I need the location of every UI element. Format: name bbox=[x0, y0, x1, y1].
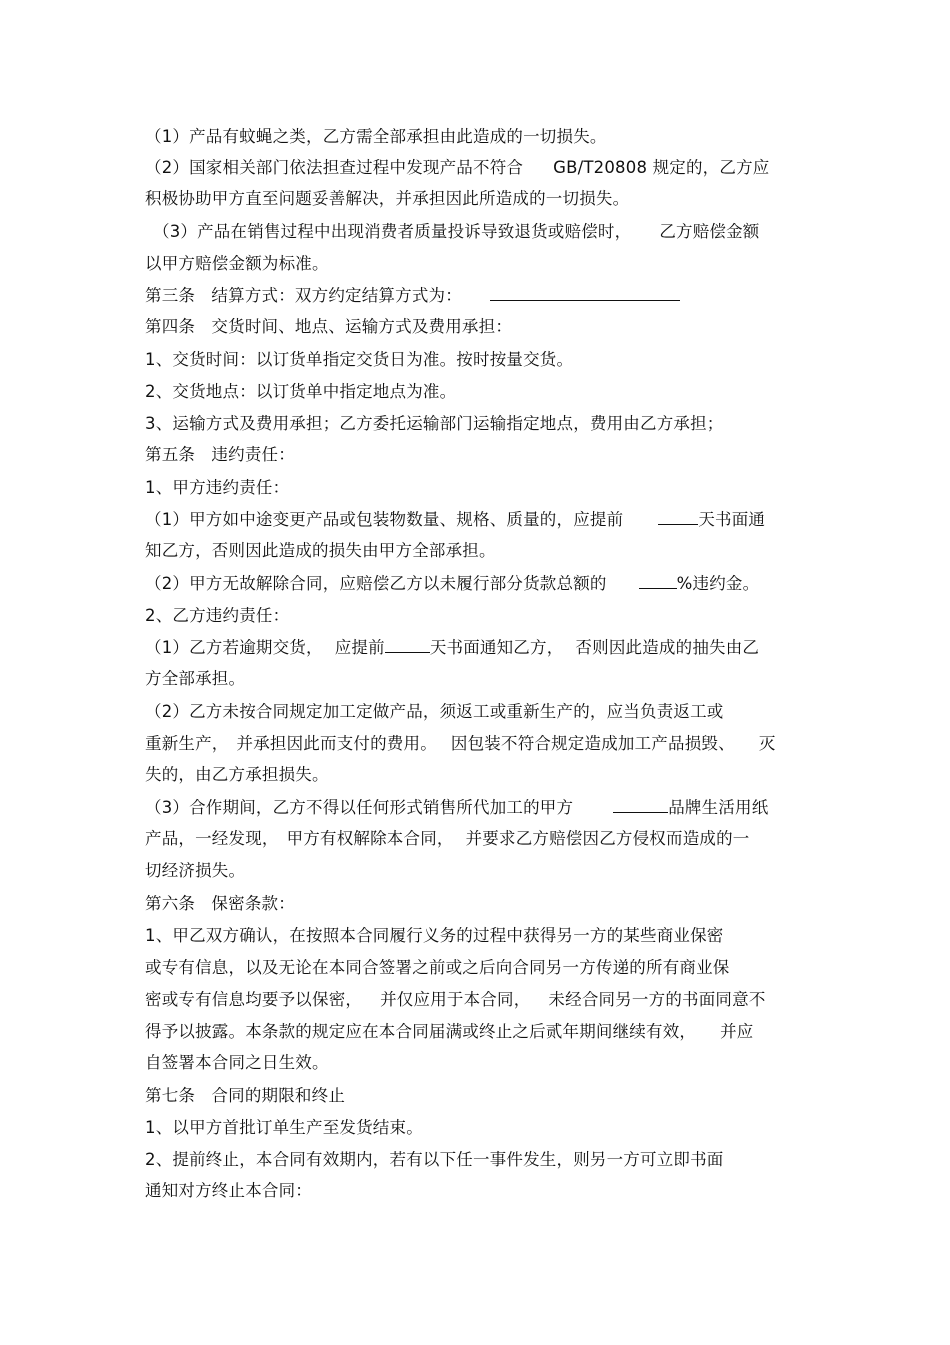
party-b-item-3 bbox=[145, 797, 815, 819]
text: 2、乙方违约责任： bbox=[145, 606, 290, 625]
article-3-heading bbox=[145, 285, 815, 307]
clause-2-item-3 bbox=[145, 221, 815, 243]
clause-2-item-3-cont bbox=[145, 253, 815, 275]
fill-blank bbox=[639, 574, 677, 589]
article-6-heading bbox=[145, 893, 815, 915]
article-6-item-1-cont3 bbox=[145, 1021, 815, 1043]
text: 第五条 违约责任： bbox=[145, 445, 295, 464]
article-5-party-b bbox=[145, 605, 815, 627]
text: 3、运输方式及费用承担；乙方委托运输部门运输指定地点，费用由乙方承担； bbox=[145, 414, 724, 433]
article-6-item-1-cont2 bbox=[145, 989, 815, 1011]
text: 1、甲乙双方确认，在按照本合同履行义务的过程中获得另一方的某些商业保密 bbox=[145, 926, 724, 945]
fill-blank bbox=[385, 638, 430, 653]
text: （2）乙方未按合同规定加工定做产品，须返工或重新生产的，应当负责返工或 bbox=[145, 702, 724, 721]
text: （2）国家相关部门依法担查过程中发现产品不符合 bbox=[145, 158, 524, 177]
party-b-item-1-cont bbox=[145, 668, 815, 690]
article-4-item-2 bbox=[145, 381, 815, 403]
article-5-heading bbox=[145, 444, 815, 466]
article-6-item-1 bbox=[145, 925, 815, 947]
text: 因包装不符合规定造成加工产品损毁、 bbox=[450, 734, 735, 753]
text: 2、提前终止，本合同有效期内，若有以下任一事件发生，则另一方可立即书面 bbox=[145, 1150, 724, 1169]
text: 失的，由乙方承担损失。 bbox=[145, 765, 329, 784]
article-7-item-2 bbox=[145, 1149, 815, 1171]
clause-2-item-1 bbox=[145, 126, 815, 148]
text: 乙方赔偿金额 bbox=[659, 222, 760, 241]
party-b-item-2 bbox=[145, 701, 815, 723]
text: 第三条 结算方式：双方约定结算方式为： bbox=[145, 286, 462, 305]
text: （1）乙方若逾期交货， bbox=[145, 638, 323, 657]
article-7-item-2-cont bbox=[145, 1180, 815, 1202]
text: 第四条 交货时间、地点、运输方式及费用承担： bbox=[145, 317, 513, 336]
party-a-item-1 bbox=[145, 509, 815, 531]
text: 重新生产， bbox=[145, 734, 229, 753]
text: %违约金。 bbox=[676, 574, 760, 593]
article-4-item-1 bbox=[145, 349, 815, 371]
text: 品牌生活用纸 bbox=[668, 798, 769, 817]
party-b-item-2-cont bbox=[145, 733, 815, 755]
party-a-item-2 bbox=[145, 573, 815, 595]
party-b-item-3-cont2 bbox=[145, 860, 815, 882]
fill-blank bbox=[613, 798, 668, 813]
article-5-party-a bbox=[145, 477, 815, 499]
text: 甲方有权解除本合同， bbox=[286, 829, 454, 848]
text: 天书面通 bbox=[698, 510, 766, 529]
article-7-heading bbox=[145, 1085, 815, 1107]
text: 未经合同另一方的书面同意不 bbox=[548, 990, 766, 1009]
text: 天书面通知乙方， bbox=[429, 638, 564, 657]
fill-blank bbox=[658, 510, 698, 525]
text: （3）产品在销售过程中出现消费者质量投诉导致退货或赔偿时， bbox=[153, 222, 632, 241]
clause-2-item-2-cont bbox=[145, 188, 815, 210]
text: 切经济损失。 bbox=[145, 861, 246, 880]
text: 得予以披露。本条款的规定应在本合同届满或终止之后贰年期间继续有效， bbox=[145, 1022, 697, 1041]
text: 自签署本合同之日生效。 bbox=[145, 1053, 329, 1072]
text: 积极协助甲方直至问题妥善解决，并承担因此所造成的一切损失。 bbox=[145, 189, 630, 208]
text: 密或专有信息均要予以保密， bbox=[145, 990, 363, 1009]
text: 产品，一经发现， bbox=[145, 829, 279, 848]
text: 方全部承担。 bbox=[145, 669, 246, 688]
clause-2-item-2 bbox=[145, 157, 815, 179]
text: 以甲方赔偿金额为标准。 bbox=[145, 254, 329, 273]
text: GB/T20808 规定的，乙方应 bbox=[553, 158, 770, 177]
text: （3）合作期间，乙方不得以任何形式销售所代加工的甲方 bbox=[145, 798, 574, 817]
text: 灭 bbox=[758, 734, 776, 753]
text: 应提前 bbox=[334, 638, 385, 657]
party-a-item-1-cont bbox=[145, 540, 815, 562]
article-6-item-1-cont bbox=[145, 957, 815, 979]
text: （2）甲方无故解除合同，应赔偿乙方以未履行部分货款总额的 bbox=[145, 574, 607, 593]
text: 1、甲方违约责任： bbox=[145, 478, 290, 497]
text: （1）产品有蚊蝇之类，乙方需全部承担由此造成的一切损失。 bbox=[145, 127, 607, 146]
party-b-item-2-cont2 bbox=[145, 764, 815, 786]
text: 并仅应用于本合同， bbox=[380, 990, 531, 1009]
text: 知乙方，否则因此造成的损失由甲方全部承担。 bbox=[145, 541, 496, 560]
text: 并承担因此而支付的费用。 bbox=[236, 734, 437, 753]
text: 第六条 保密条款： bbox=[145, 894, 295, 913]
text: （1）甲方如中途变更产品或包装物数量、规格、质量的，应提前 bbox=[145, 510, 624, 529]
article-4-item-3 bbox=[145, 413, 815, 435]
text: 1、交货时间：以订货单指定交货日为准。按时按量交货。 bbox=[145, 350, 574, 369]
text: 2、交货地点：以订货单中指定地点为准。 bbox=[145, 382, 457, 401]
party-b-item-1 bbox=[145, 637, 815, 659]
text: 并应 bbox=[720, 1022, 754, 1041]
fill-blank bbox=[490, 286, 680, 301]
party-b-item-3-cont bbox=[145, 828, 815, 850]
article-6-item-1-cont4 bbox=[145, 1052, 815, 1074]
text: 否则因此造成的抽失由乙 bbox=[575, 638, 760, 657]
article-7-item-1 bbox=[145, 1117, 815, 1139]
text: 第七条 合同的期限和终止 bbox=[145, 1086, 346, 1105]
text: 或专有信息，以及无论在本同合签署之前或之后向合同另一方传递的所有商业保 bbox=[145, 958, 730, 977]
text: 通知对方终止本合同： bbox=[145, 1181, 312, 1200]
text: 1、以甲方首批订单生产至发货结束。 bbox=[145, 1118, 423, 1137]
article-4-heading bbox=[145, 316, 815, 338]
text: 并要求乙方赔偿因乙方侵权而造成的一 bbox=[465, 829, 750, 848]
